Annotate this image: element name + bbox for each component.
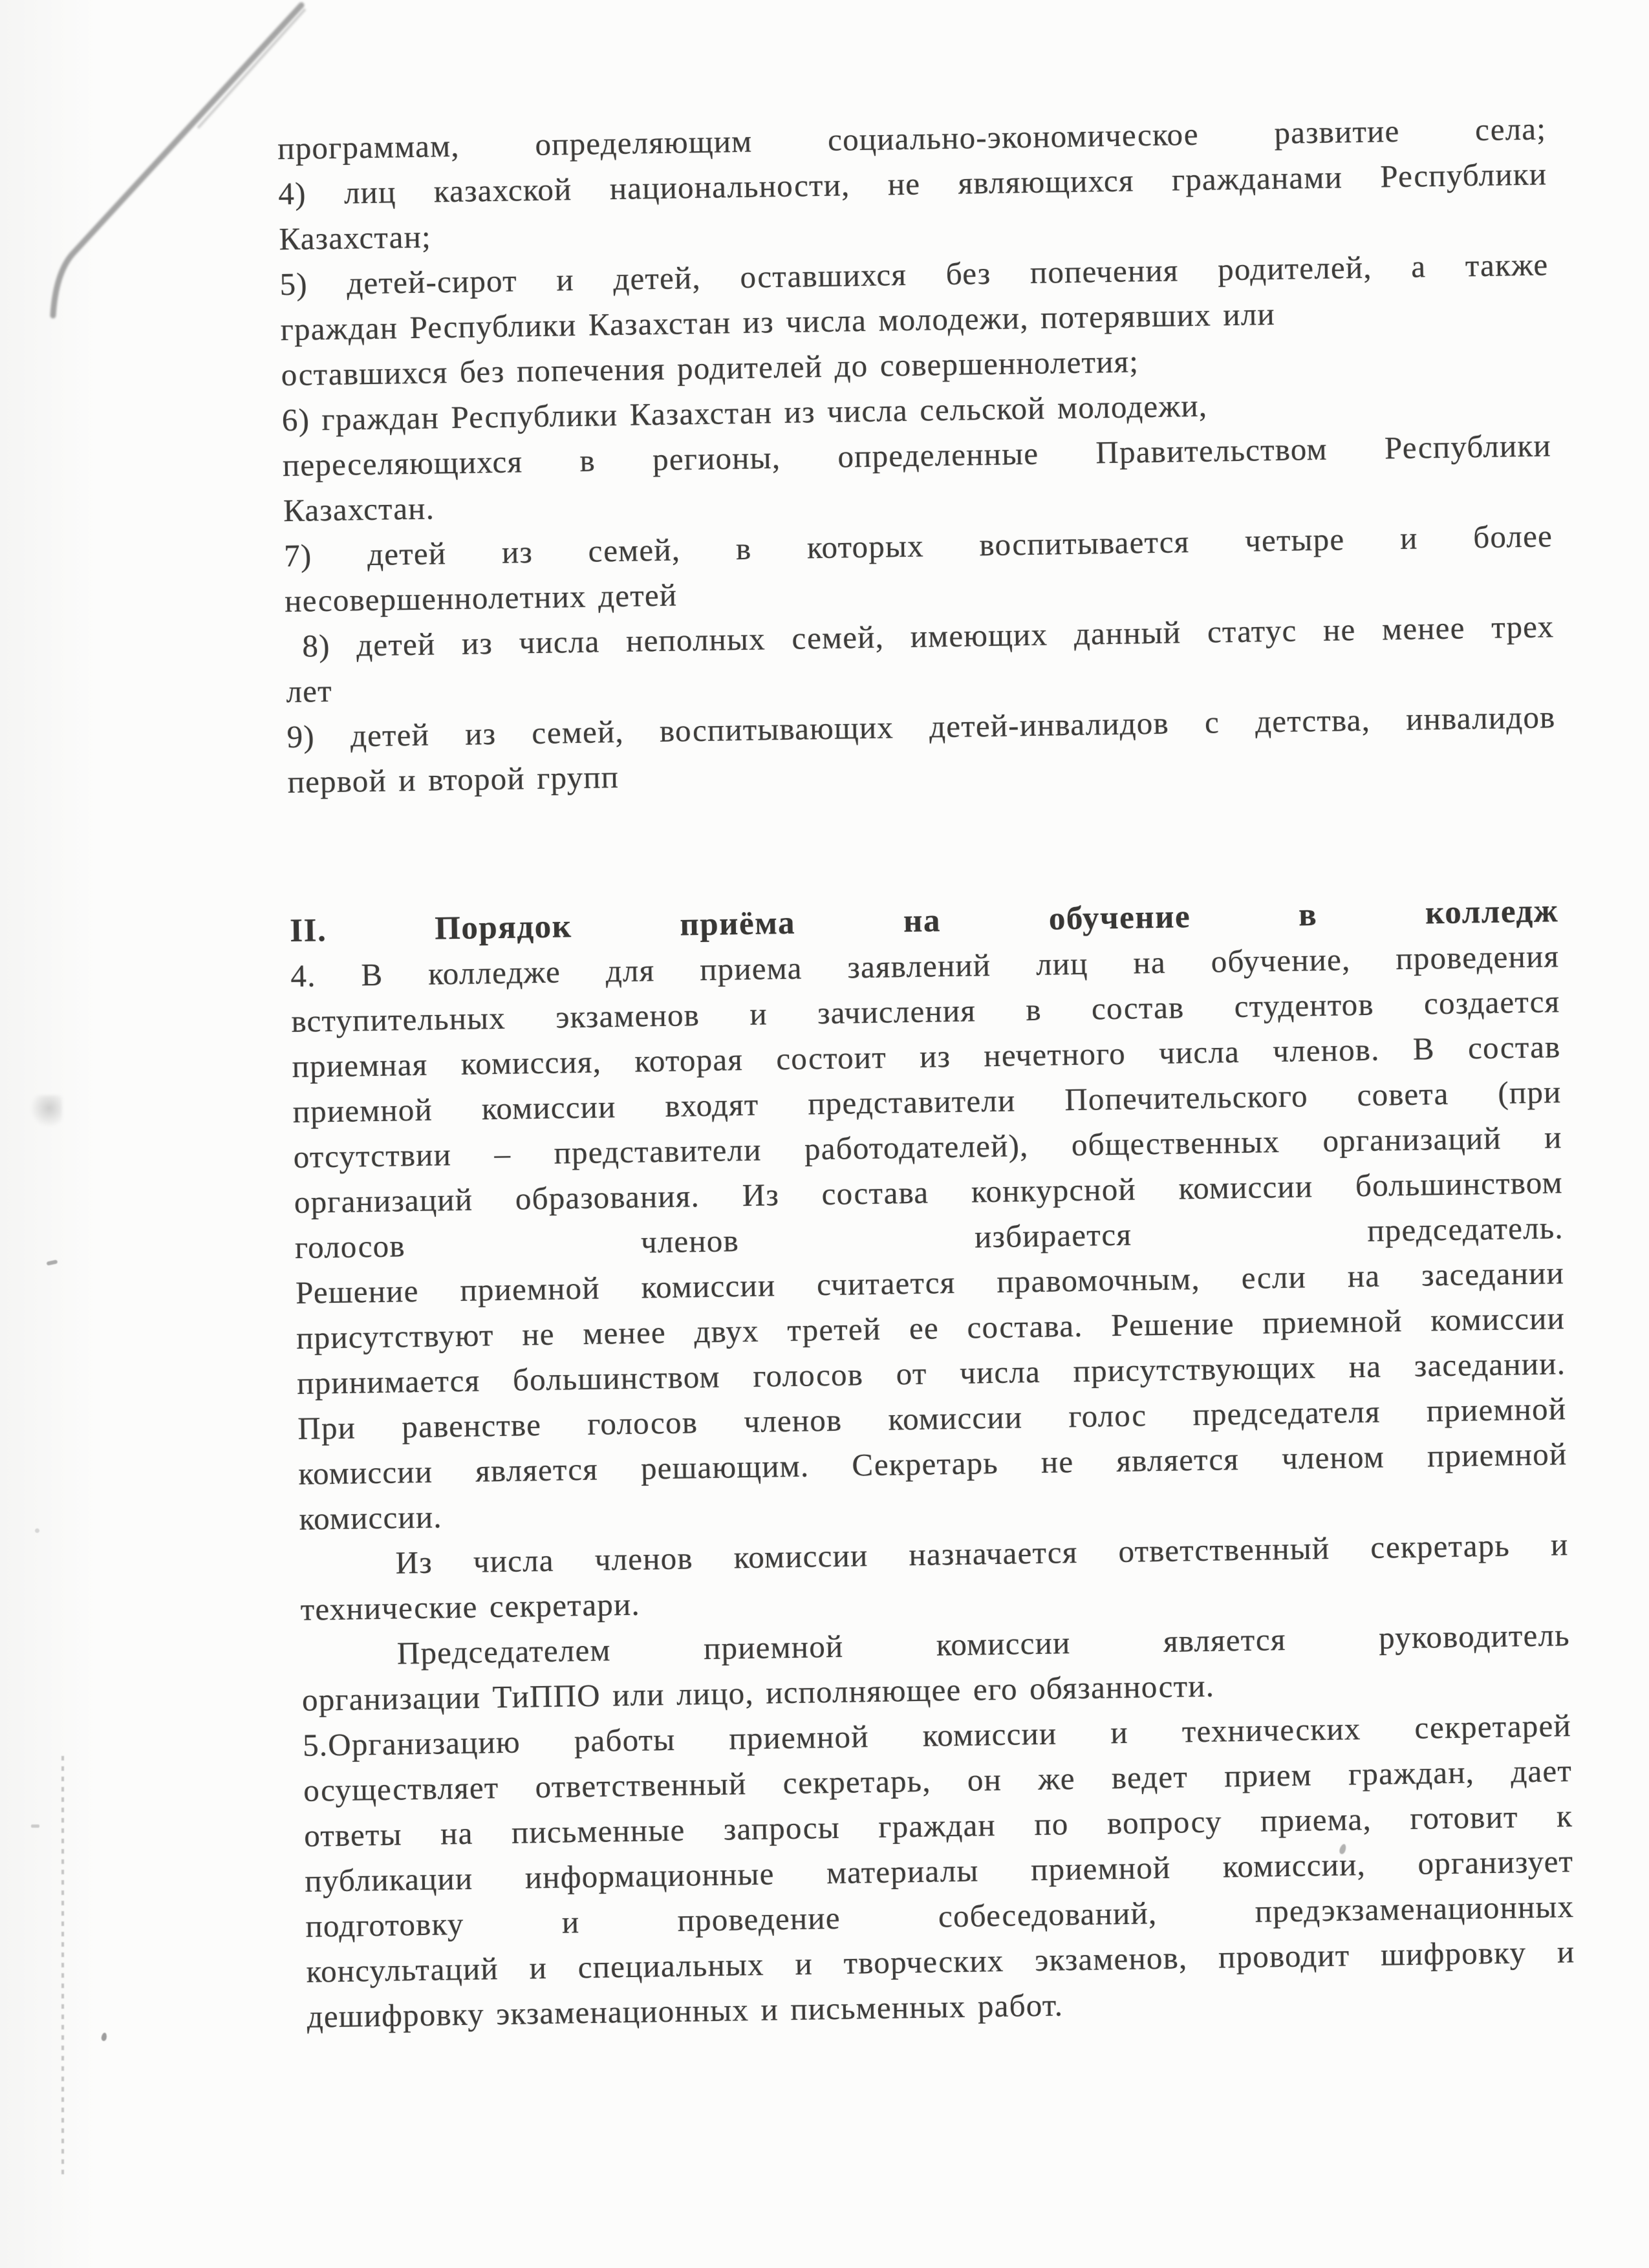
text-line: вступительных экзаменов и зачисления в состав студентов создается [291,983,1560,1040]
text-line: организации ТиППО или лицо, исполняющее его обязанности. [301,1667,1215,1718]
text-line: 5) детей-сирот и детей, оставшихся без попечения родителей, а также [279,246,1549,303]
text-line: 4. В колледже для приема заявлений лиц на обучение, проведения [290,938,1560,994]
text-line: технические секретари. [300,1586,641,1627]
text-line: Казахстан; [279,219,432,257]
text-line: подготовку и проведение собеседований, предэкзаменационных [305,1888,1575,1944]
text-line: 8) детей из числа неполных семей, имеющих данный статус не менее трех [301,608,1555,664]
text-line: 7) детей из семей, в которых воспитывается четыре и более [283,518,1553,574]
fold-line-echo-path [198,9,305,128]
text-line: оставшихся без попечения родителей до совершеннолетия; [281,343,1139,393]
text-line: переселяющихся в регионы, определенные Правительством Республики [282,427,1552,484]
text-line: несовершеннолетних детей [284,577,678,619]
text-line: программам, определяющим социально-экономическое развитие села; [277,111,1547,167]
fold-line-path [53,5,301,316]
text-line: организаций образования. Из состава конкурсной комиссии большинством [294,1164,1564,1220]
text-line: 6) граждан Республики Казахстан из числа сельской молодежи, [281,387,1208,438]
text-line: граждан Республики Казахстан из числа молодежи, потерявших или [280,295,1276,348]
text-line: консультаций и специальных и творческих экзаменов, проводит шифровку и [306,1934,1575,1989]
text-line: публикации информационные материалы приемной комиссии, организует [304,1843,1574,1899]
text-line: Решение приемной комиссии считается правомочным, если на заседании [295,1255,1565,1311]
text-line: Казахстан. [283,490,435,529]
scan-dotted-streak [61,1756,64,2179]
text-line: голосов членов избирается председатель. [294,1210,1564,1265]
text-line: осуществляет ответственный секретарь, он же ведет прием граждан, дает [303,1753,1573,1808]
scan-speck-dash [31,1824,39,1828]
text-line: присутствуют не менее двух третей ее состава. Решение приемной комиссии [296,1300,1566,1356]
text-line: приемная комиссия, которая состоит из нечетного числа членов. В состав [292,1029,1561,1084]
text-line: комиссии является решающим. Секретарь не является членом приемной [298,1436,1568,1492]
text-line: При равенстве голосов членов комиссии голос председателя приемной [297,1391,1567,1446]
scan-speck-dot [35,1528,39,1533]
text-block [277,106,1576,2039]
text-line: дешифровку экзаменационных и письменных работ. [307,1987,1064,2035]
text-line: 9) детей из семей, воспитывающих детей-инвалидов с детства, инвалидов [286,699,1556,755]
scan-smudge [30,1095,62,1128]
text-line: первой и второй групп [287,759,620,800]
text-line: отсутствии – представители работодателей), общественных организаций и [293,1119,1562,1175]
text-line: ответы на письменные запросы граждан по вопросу приема, готовит к [303,1798,1573,1854]
text-line: комиссии. [299,1499,443,1537]
text-line: Из числа членов комиссии назначается ответственный секретарь и [395,1526,1569,1581]
text-line: Председателем приемной комиссии является руководитель [396,1617,1571,1671]
text-line: 5.Организацию работы приемной комиссии и технических секретарей [302,1707,1572,1763]
text-line: лет [286,672,333,710]
text-line: 4) лиц казахской национальности, не являющихся гражданами Республики [277,156,1547,212]
text-line: принимается большинством голосов от числа присутствующих на заседании. [296,1345,1566,1401]
section-heading: II. Порядок приёма на обучение в колледж [289,893,1559,950]
text-line: приемной комиссии входят представители Попечительского совета (при [292,1074,1562,1129]
